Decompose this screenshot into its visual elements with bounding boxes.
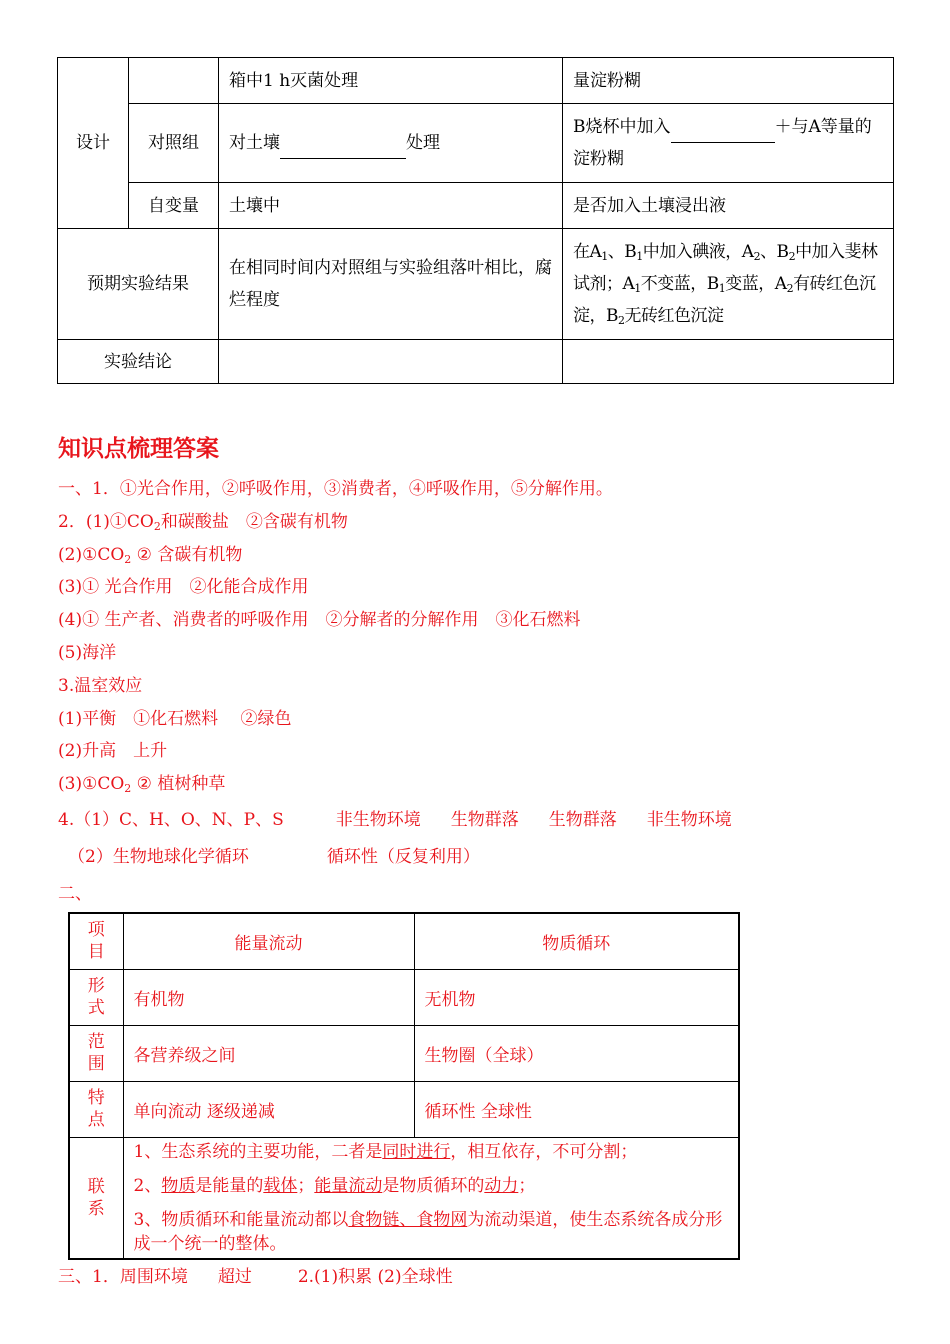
answer-text: 4.（1）C、H、O、N、P、S — [58, 810, 284, 830]
subscript: 1 — [718, 282, 726, 295]
header-energy: 能量流动 — [123, 913, 414, 969]
cell-text: 有砖红色沉淀，B — [573, 274, 876, 326]
cell: 循环性 全球性 — [414, 1081, 739, 1137]
comparison-table — [68, 912, 740, 1260]
blank-line — [671, 120, 775, 143]
link-text: 1、生态系统的主要功能，二者是 — [133, 1141, 383, 1162]
link-line — [134, 1208, 729, 1256]
link-text: 同时进行 — [382, 1141, 451, 1162]
cell-text: B烧杯中加入 — [573, 117, 671, 137]
table-row — [58, 229, 894, 340]
link-text: ； — [518, 1175, 536, 1196]
answer-line: (5)海洋 — [58, 643, 117, 663]
row-label — [69, 1137, 123, 1259]
subscript: 2 — [124, 553, 132, 566]
answer-line: (2)升高 上升 — [58, 741, 168, 761]
link-line — [134, 1140, 729, 1164]
table-row — [69, 969, 739, 1025]
cell — [563, 340, 894, 384]
link-line — [134, 1174, 729, 1198]
cell: 是否加入土壤浸出液 — [563, 183, 894, 229]
answer-text: 2．(1)①CO — [58, 512, 154, 532]
answer-line — [58, 805, 732, 830]
answer-text: 2.(1)积累 (2)全球性 — [297, 1267, 453, 1287]
answer-text: （2）生物地球化学循环 — [68, 847, 249, 867]
answer-text: (2)①CO — [58, 545, 125, 565]
section-title: 知识点梳理答案 — [58, 436, 219, 462]
answer-text: 和碳酸盐 ②含碳有机物 — [160, 512, 348, 532]
cell-text: 中加入斐林试剂；A — [573, 242, 878, 294]
cell: 在相同时间内对照组与实验组落叶相比，腐烂程度 — [219, 229, 563, 340]
table-row — [69, 1081, 739, 1137]
link-text: 是能量的 — [195, 1175, 264, 1196]
subscript: 2 — [124, 782, 132, 795]
cell-text: 、B — [760, 242, 789, 262]
row-label-text: 范围 — [87, 1032, 105, 1074]
row-label-text: 形式 — [87, 976, 105, 1018]
cell: 土壤中 — [219, 183, 563, 229]
subscript: 2 — [753, 250, 761, 263]
row-label — [69, 1025, 123, 1081]
answer-text: 非生物环境 — [335, 810, 421, 830]
link-text: ，相互依存，不可分割； — [450, 1141, 638, 1162]
header-matter: 物质循环 — [414, 913, 739, 969]
design-label: 设计 — [58, 58, 129, 229]
cell: 箱中1 h灭菌处理 — [219, 58, 563, 104]
answer-line: 3.温室效应 — [58, 676, 143, 696]
conclusion-label: 实验结论 — [58, 340, 219, 384]
header-item — [69, 913, 123, 969]
experiment-table — [57, 57, 894, 384]
subscript: 2 — [153, 520, 161, 533]
table-row — [69, 1137, 739, 1259]
answer-line — [58, 540, 242, 565]
cell — [219, 104, 563, 183]
link-text: 物质 — [161, 1175, 196, 1196]
row-label-text: 特点 — [87, 1088, 105, 1130]
link-text: ； — [297, 1175, 315, 1196]
cell — [129, 58, 219, 104]
cell: 有机物 — [123, 969, 414, 1025]
cell — [563, 229, 894, 340]
table-row — [69, 913, 739, 969]
row-label-text: 联系 — [87, 1176, 105, 1219]
subscript: 2 — [786, 282, 794, 295]
cell-text: 处理 — [406, 133, 440, 153]
control-group-label: 对照组 — [129, 104, 219, 183]
header-text: 项目 — [87, 920, 105, 963]
subscript: 1 — [601, 250, 608, 263]
table-row — [58, 104, 894, 183]
table-row — [58, 58, 894, 104]
cell — [219, 340, 563, 384]
answer-line — [58, 769, 225, 794]
table-row — [69, 1025, 739, 1081]
subscript: 1 — [636, 250, 643, 263]
link-text: 载体 — [263, 1175, 298, 1196]
row-label — [69, 1081, 123, 1137]
cell-text: 无砖红色沉淀 — [624, 306, 724, 326]
link-text: 是物质循环的 — [382, 1175, 485, 1196]
blank-line — [280, 136, 406, 159]
answer-line — [68, 842, 480, 867]
row-label — [69, 969, 123, 1025]
answer-text: 生物群落 — [548, 810, 617, 830]
cell: 无机物 — [414, 969, 739, 1025]
answer-text: 超过 — [217, 1267, 252, 1287]
answer-line: (3)① 光合作用 ②化能合成作用 — [58, 577, 309, 597]
cell: 单向流动 逐级递减 — [123, 1081, 414, 1137]
cell-text: 变蓝，A — [725, 274, 787, 294]
link-text: 为流动渠道，使生态系统各成分形成一个统一的整体。 — [133, 1209, 723, 1254]
link-text: 动力 — [484, 1175, 519, 1196]
subscript: 2 — [788, 250, 796, 263]
answer-line — [58, 507, 348, 532]
answer-line: (4)① 生产者、消费者的呼吸作用 ②分解者的分解作用 ③化石燃料 — [58, 610, 581, 630]
table-row — [58, 340, 894, 384]
answer-text: (3)①CO — [58, 774, 125, 794]
answer-text: 三、1．周围环境 — [58, 1267, 188, 1287]
cell-text: 不变蓝，B — [640, 274, 719, 294]
answer-text: 生物群落 — [450, 810, 519, 830]
cell-text: ＋与A等量的淀粉糊 — [573, 117, 872, 169]
cell-text: 在A — [573, 242, 602, 262]
cell: 各营养级之间 — [123, 1025, 414, 1081]
answer-line — [58, 1262, 453, 1287]
cell: 生物圈（全球） — [414, 1025, 739, 1081]
cell: 量淀粉糊 — [563, 58, 894, 104]
link-cell — [123, 1137, 739, 1259]
cell-text: 对土壤 — [229, 133, 280, 153]
answer-text: 非生物环境 — [646, 810, 732, 830]
answer-text: ② 含碳有机物 — [131, 545, 243, 565]
subscript: 1 — [634, 282, 641, 295]
subscript: 2 — [618, 314, 625, 327]
answer-line: (1)平衡 ①化石燃料 ②绿色 — [58, 709, 292, 729]
link-text: 2、 — [133, 1175, 162, 1196]
independent-variable-label: 自变量 — [129, 183, 219, 229]
link-text: 能量流动 — [314, 1175, 383, 1196]
answer-text: 循环性（反复利用） — [326, 847, 480, 867]
link-text: 3、物质循环和能量流动都以 — [133, 1209, 349, 1230]
answer-line: 二、 — [58, 884, 92, 904]
cell — [563, 104, 894, 183]
table-row — [58, 183, 894, 229]
answer-text: ② 植树种草 — [131, 774, 226, 794]
link-text: 食物链、食物网 — [348, 1209, 468, 1230]
expected-result-label: 预期实验结果 — [58, 229, 219, 340]
cell-text: 中加入碘液，A — [642, 242, 754, 262]
answer-line: 一、1．①光合作用，②呼吸作用，③消费者，④呼吸作用，⑤分解作用。 — [58, 479, 613, 499]
cell-text: 、B — [607, 242, 637, 262]
